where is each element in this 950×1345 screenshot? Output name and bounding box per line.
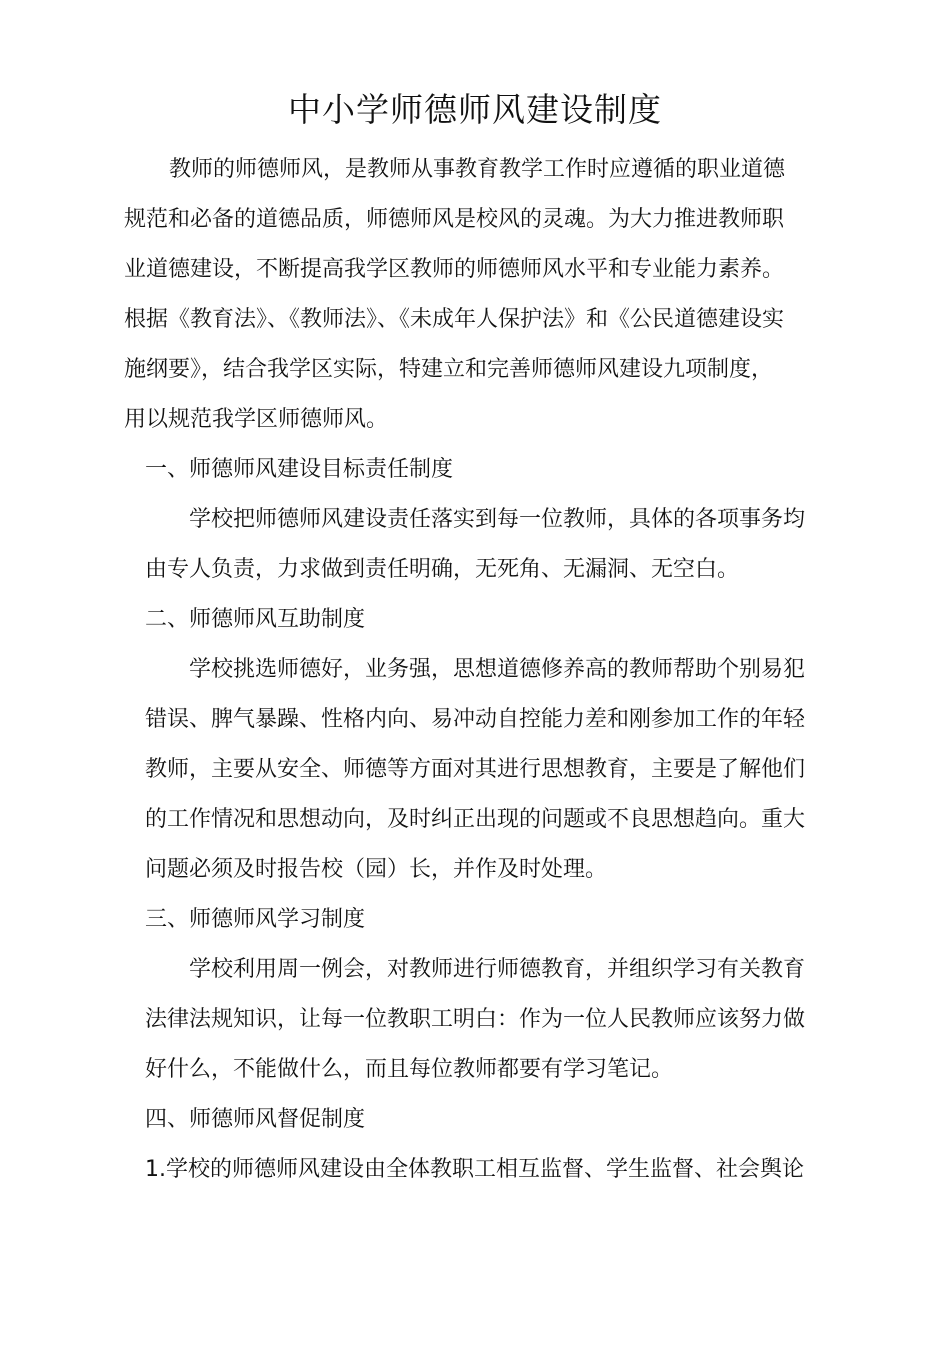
section-line: 法律法规知识，让每一位教职工明白：作为一位人民教师应该努力做: [145, 1007, 806, 1032]
section-line: 好什么，不能做什么，而且每位教师都要有学习笔记。: [145, 1057, 674, 1082]
document-title: 中小学师德师风建设制度: [288, 90, 662, 129]
section-heading: 三、师德师风学习制度: [145, 907, 366, 932]
section-line: 学校挑选师德好，业务强，思想道德修养高的教师帮助个别易犯: [189, 657, 806, 682]
section-line: 的工作情况和思想动向，及时纠正出现的问题或不良思想趋向。重大: [145, 807, 806, 832]
intro-line: 根据《教育法》、《教师法》、《未成年人保护法》和《公民道德建设实: [124, 307, 785, 332]
intro-line: 教师的师德师风，是教师从事教育教学工作时应遵循的职业道德: [169, 157, 786, 182]
numbered-item: 1.学校的师德师风建设由全体教职工相互监督、学生监督、社会舆论: [145, 1157, 804, 1182]
section-heading: 四、师德师风督促制度: [145, 1107, 366, 1132]
section-line: 错误、脾气暴躁、性格内向、易冲动自控能力差和刚参加工作的年轻: [145, 707, 806, 732]
section-line: 由专人负责，力求做到责任明确，无死角、无漏洞、无空白。: [145, 557, 740, 582]
intro-line: 规范和必备的道德品质，师德师风是校风的灵魂。为大力推进教师职: [124, 207, 785, 232]
intro-line: 施纲要》，结合我学区实际，特建立和完善师德师风建设九项制度，: [124, 357, 774, 382]
section-line: 学校利用周一例会，对教师进行师德教育，并组织学习有关教育: [189, 957, 806, 982]
section-line: 学校把师德师风建设责任落实到每一位教师，具体的各项事务均: [189, 507, 806, 532]
section-heading: 一、师德师风建设目标责任制度: [145, 457, 454, 482]
section-line: 教师，主要从安全、师德等方面对其进行思想教育，主要是了解他们: [145, 757, 806, 782]
intro-line: 业道德建设，不断提高我学区教师的师德师风水平和专业能力素养。: [124, 257, 785, 282]
section-line: 问题必须及时报告校（园）长，并作及时处理。: [145, 857, 608, 882]
section-heading: 二、师德师风互助制度: [145, 607, 366, 632]
intro-line: 用以规范我学区师德师风。: [124, 407, 389, 432]
